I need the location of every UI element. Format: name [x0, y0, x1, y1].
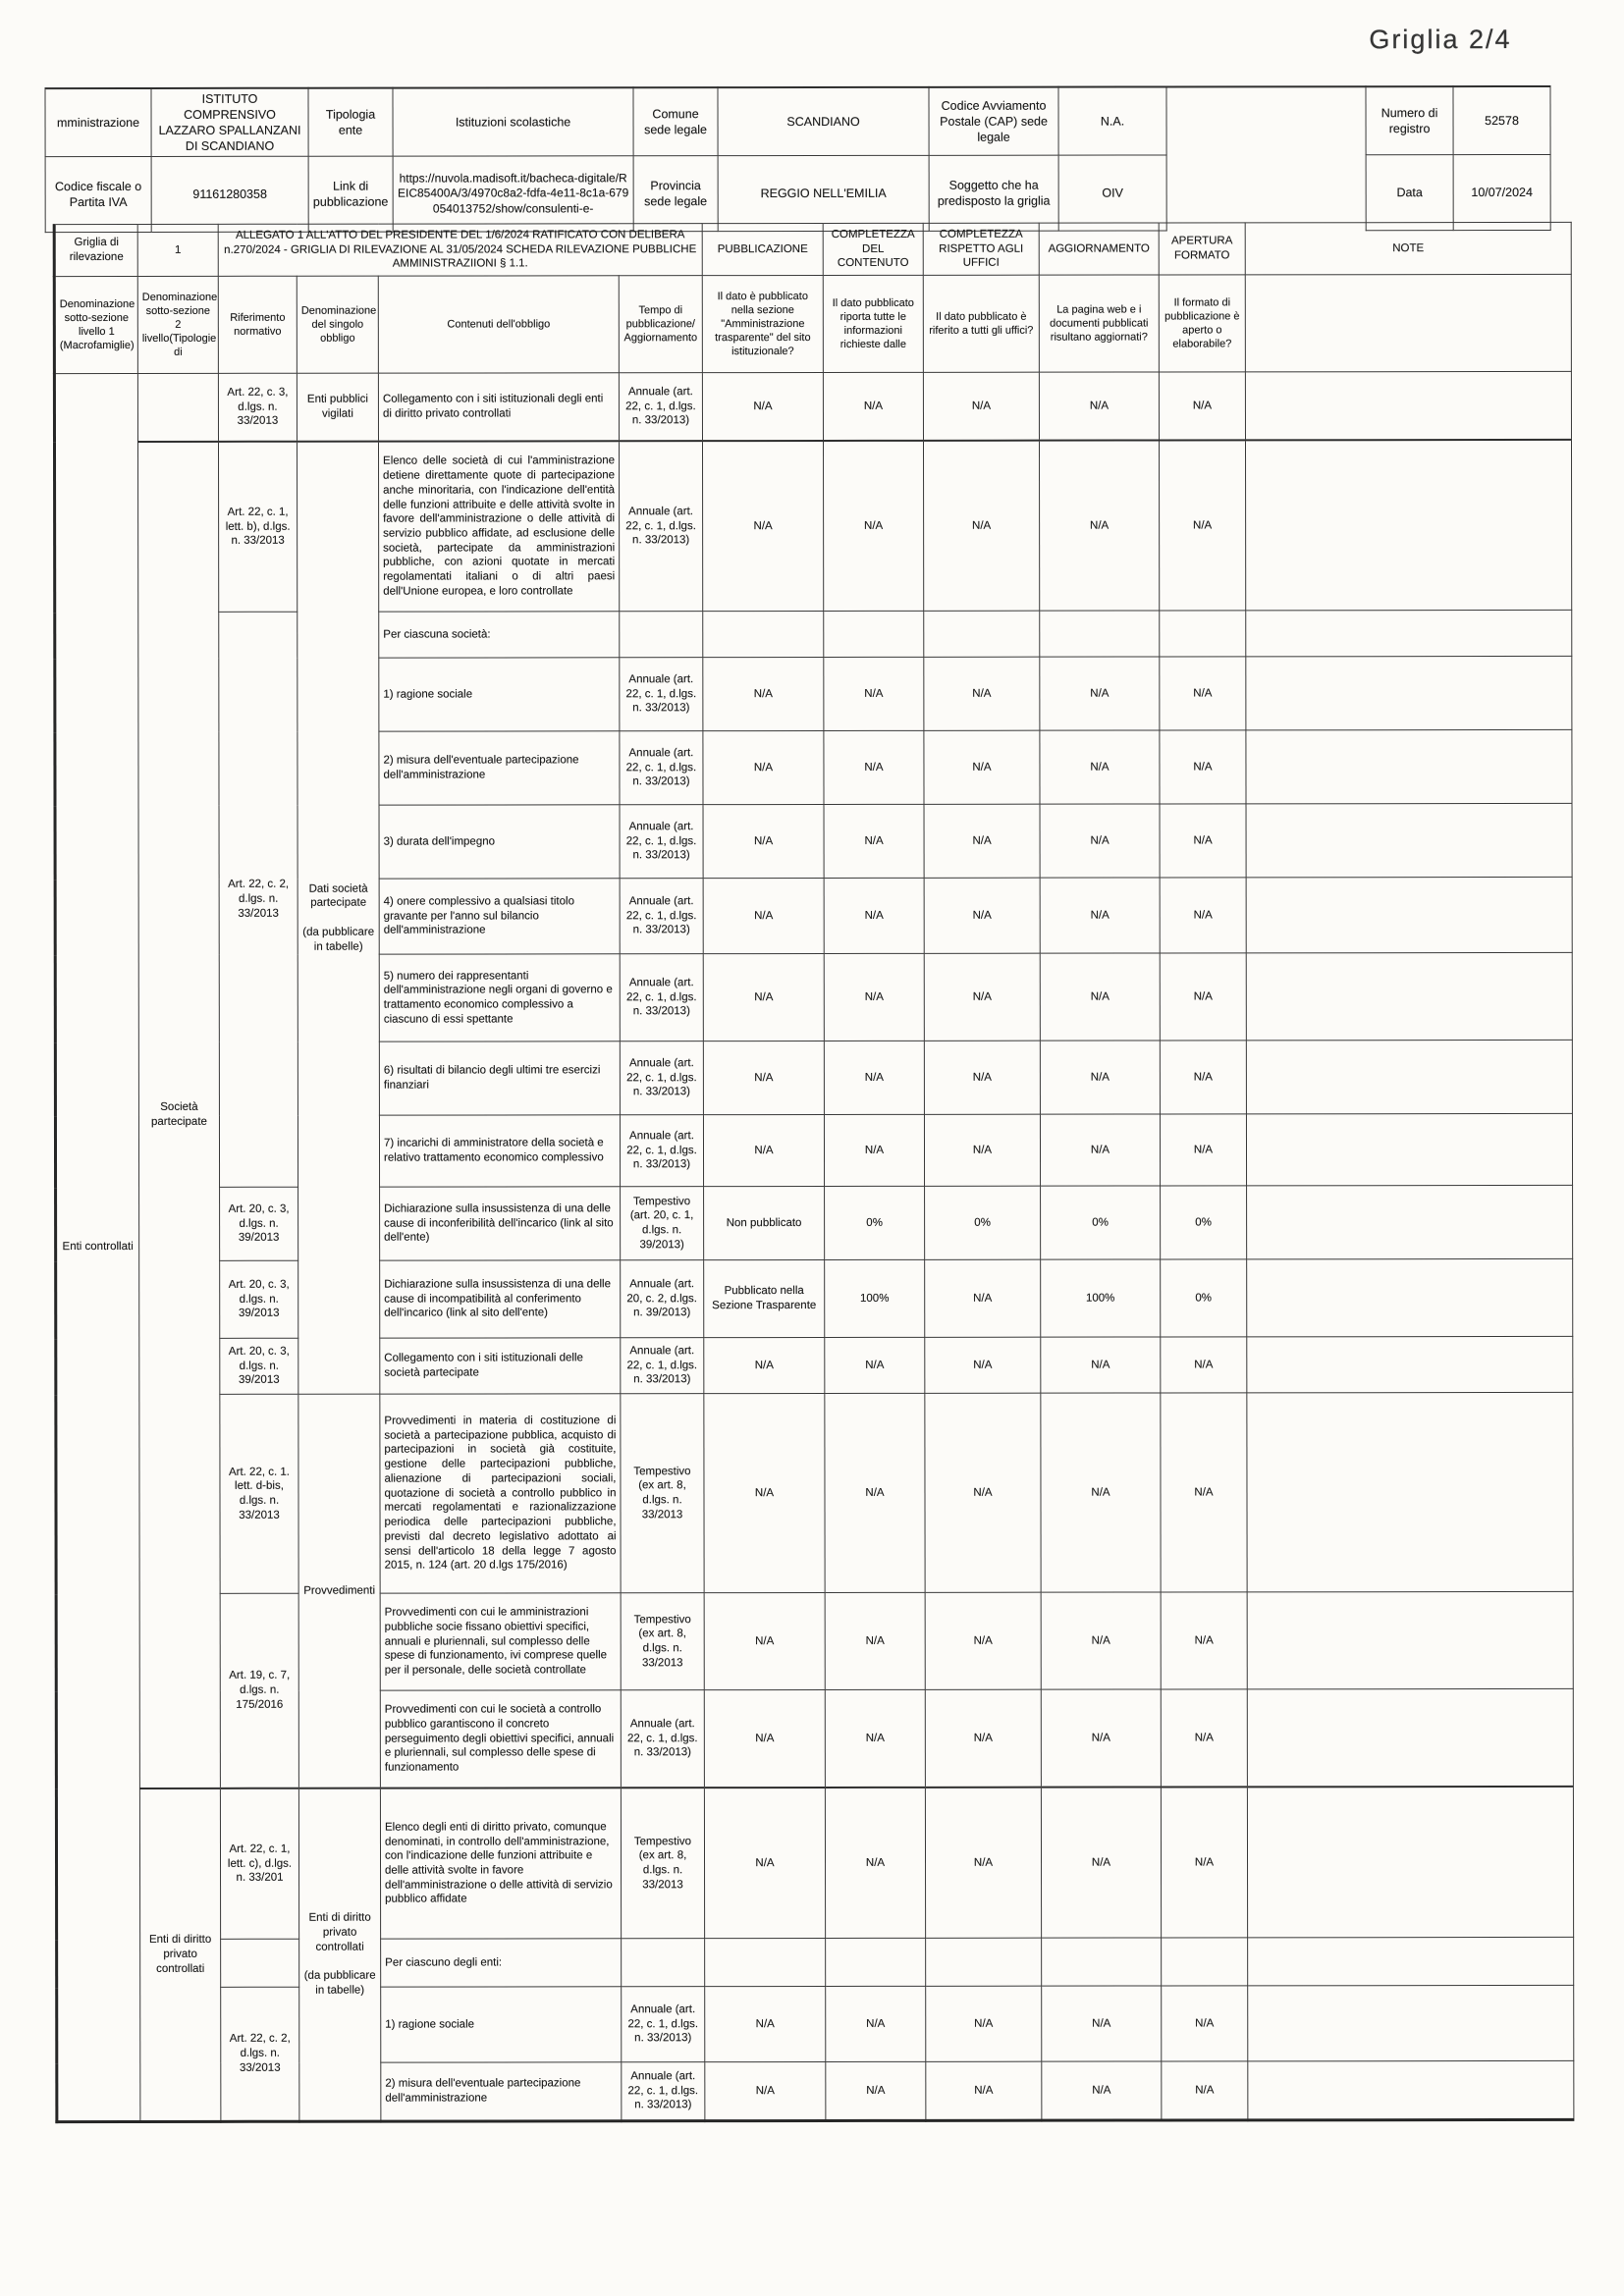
cell-riferimento: Art. 20, c. 3, d.lgs. n. 39/2013: [220, 1187, 298, 1260]
cell-apertura-formato: [1160, 611, 1246, 657]
cell-note: [1247, 1392, 1573, 1591]
spacer: [1166, 86, 1366, 155]
cell-riferimento: Art. 20, c. 3, d.lgs. n. 39/2013: [220, 1260, 298, 1338]
cell-tempo: Annuale (art. 22, c. 1, d.lgs. n. 33/2013): [622, 2062, 705, 2121]
cell-contenuto: Per ciascuna società:: [379, 612, 620, 658]
cell-apertura-formato: 0%: [1161, 1259, 1247, 1337]
allegato-header: ALLEGATO 1 ALL'ATTO DEL PRESIDENTE DEL 1/6/2024 RATIFICATO CON DELIBERA n.270/2024 - GRIGLIA DI RILEVAZIONE AL 31/05/2024 SCHEDA RILEVAZIONE PUBBLICHE AMMINISTRAZIIONI § 1.1.: [218, 224, 702, 277]
cell-tempo: Tempestivo (art. 20, c. 1, d.lgs. n. 39/2013): [621, 1187, 704, 1260]
table-row: [56, 1787, 1573, 1940]
cell-pubblicazione: Non pubblicato: [704, 1186, 825, 1259]
numero-registro-label: Numero di registro: [1366, 86, 1453, 155]
cell-aggiornamento: N/A: [1039, 372, 1159, 441]
table-row: [56, 1336, 1573, 1394]
completezza-uffici-header: COMPLETEZZA RISPETTO AGLI UFFICI: [923, 223, 1039, 275]
cell-pubblicazione: N/A: [703, 804, 824, 878]
cell-note: [1245, 371, 1571, 440]
cell-note: [1248, 1937, 1574, 1985]
page-title: Griglia 2/4: [1369, 25, 1512, 55]
cell-apertura-formato: N/A: [1161, 1689, 1247, 1788]
cell-aggiornamento: N/A: [1042, 1986, 1162, 2061]
cell-pubblicazione: N/A: [702, 441, 823, 612]
cell-riferimento: [221, 1939, 299, 1987]
cell-tempo: Annuale (art. 22, c. 1, d.lgs. n. 33/2013): [620, 1041, 703, 1115]
cell-apertura-formato: N/A: [1160, 953, 1246, 1041]
col-contenuti-header: Contenuti dell'obbligo: [378, 276, 619, 373]
table-row: [56, 1392, 1573, 1593]
cell-apertura-formato: N/A: [1160, 878, 1246, 953]
cell-note: [1248, 2060, 1574, 2119]
cell-completezza-contenuto: N/A: [825, 1337, 925, 1393]
cell-contenuto: Provvedimenti in materia di costituzione di società a partecipazione pubblica, acquisto di partecipazioni in società già costituite, gestione delle partecipazioni pubbliche, alienazione di partecipazioni sociali, quotazione di società a controllo pubblico in mercati regolamentati e razionalizzazione periodica delle partecipazioni pubbliche, previsti dal decreto legislativo adottato ai sensi dell'articolo 18 della legge 7 agosto 2015, n. 124 (art. 20 d.lgs 175/2016): [380, 1394, 621, 1593]
comune-sede-value: SCANDIANO: [718, 87, 929, 156]
cell-note: [1247, 1185, 1573, 1258]
table-row: [56, 1185, 1573, 1260]
cell-completezza-contenuto: [824, 611, 924, 657]
col-riferimento-header: Riferimento normativo: [218, 276, 297, 373]
institution-name: ISTITUTO COMPRENSIVO LAZZARO SPALLANZANI DI SCANDIANO: [151, 88, 308, 157]
col-info-richieste-header: Il dato pubblicato riporta tutte le informazioni richieste dalle: [823, 275, 923, 372]
cell-contenuto: Collegamento con i siti istituzionali degli enti di diritto privato controllati: [378, 373, 619, 442]
info-row-1: [45, 86, 1550, 157]
data-label: Data: [1366, 155, 1453, 231]
cell-completezza-uffici: N/A: [924, 730, 1040, 804]
cell-contenuto: 5) numero dei rappresentanti dell'amministrazione negli organi di governo e trattamento economico complessivo a ciascuno di essi spettante: [379, 954, 620, 1041]
cell-tempo: Annuale (art. 22, c. 1, d.lgs. n. 33/2013): [620, 1115, 703, 1187]
cell-aggiornamento: [1040, 611, 1160, 657]
cell-riferimento: Art. 20, c. 3, d.lgs. n. 39/2013: [220, 1338, 298, 1394]
cell-note: [1247, 1336, 1573, 1392]
provincia-label: Provincia sede legale: [633, 156, 718, 232]
pubblicazione-header: PUBBLICAZIONE: [702, 223, 823, 275]
cell-apertura-formato: N/A: [1160, 804, 1246, 878]
codice-fiscale-value: 91161280358: [151, 156, 308, 232]
provincia-value: REGGIO NELL'EMILIA: [718, 155, 929, 231]
cell-riferimento: Art. 19, c. 7, d.lgs. n. 175/2016: [220, 1593, 298, 1789]
grid-header-row-2: [54, 274, 1571, 373]
cell-completezza-uffici: N/A: [926, 2061, 1042, 2120]
cell-aggiornamento: N/A: [1042, 2061, 1162, 2120]
cell-completezza-contenuto: N/A: [824, 953, 924, 1041]
cell-riferimento: Art. 22, c. 1. lett. d-bis, d.lgs. n. 33/2013: [220, 1394, 298, 1593]
table-row: [57, 1985, 1574, 2062]
cell-completezza-uffici: N/A: [924, 657, 1040, 730]
cell-note: [1246, 656, 1572, 729]
cell-note: [1248, 1985, 1574, 2060]
obbligo-enti-diritto-privato: Enti di diritto privato controllati (da pubblicare in tabelle): [298, 1789, 380, 2122]
cell-completezza-uffici: [926, 1938, 1042, 1986]
cell-apertura-formato: N/A: [1160, 1041, 1246, 1114]
col-tipologie-header: Denominazione sotto-sezione 2 livello(Tipologie di: [137, 276, 218, 373]
cell-contenuto: 7) incarichi di amministratore della società e relativo trattamento economico complessivo: [379, 1115, 620, 1187]
tipologia-ente-value: Istituzioni scolastiche: [393, 87, 633, 156]
cell-obbligo: Enti pubblici vigilati: [297, 373, 378, 442]
cell-completezza-contenuto: N/A: [824, 804, 924, 878]
cell-pubblicazione: [705, 1938, 826, 1986]
col-dato-pubblicato-header: Il dato è pubblicato nella sezione "Amministrazione trasparente" del sito istituzionale?: [702, 275, 823, 372]
table-row: [54, 440, 1571, 613]
cell-completezza-uffici: N/A: [924, 953, 1040, 1041]
obbligo-dati-societa-partecipate: Dati società partecipate (da pubblicare in tabelle): [297, 442, 379, 1395]
cell-tempo: Annuale (art. 22, c. 1, d.lgs. n. 33/2013): [622, 1987, 705, 2062]
cell-tempo: Annuale (art. 22, c. 1, d.lgs. n. 33/2013): [620, 658, 703, 731]
cell-completezza-contenuto: 0%: [825, 1186, 925, 1259]
cell-pubblicazione: N/A: [705, 2061, 826, 2120]
cell-riferimento: Art. 22, c. 2, d.lgs. n. 33/2013: [221, 1987, 299, 2121]
cell-apertura-formato: N/A: [1161, 1592, 1247, 1689]
apertura-formato-header: APERTURA FORMATO: [1159, 223, 1245, 275]
obbligo-provvedimenti: Provvedimenti: [298, 1394, 381, 1789]
cell-note: [1246, 610, 1572, 656]
cell-tempo: Annuale (art. 22, c. 1, d.lgs. n. 33/2013): [620, 954, 703, 1041]
cell-tempo: Tempestivo (ex art. 8, d.lgs. n. 33/2013: [621, 1394, 704, 1593]
numero-registro-value: 52578: [1453, 86, 1550, 155]
cell-completezza-uffici: N/A: [923, 372, 1039, 441]
table-row: [54, 371, 1571, 442]
cell-tempo: Annuale (art. 20, c. 2, d.lgs. n. 39/2013): [621, 1260, 704, 1338]
cell-tempo: Annuale (art. 22, c. 1, d.lgs. n. 33/2013): [619, 373, 702, 442]
cell-pubblicazione: N/A: [703, 657, 824, 730]
cell-completezza-contenuto: N/A: [826, 1986, 926, 2061]
cell-completezza-contenuto: N/A: [824, 878, 924, 953]
cell-completezza-contenuto: N/A: [825, 1689, 925, 1788]
col-tempo-header: Tempo di pubblicazione/ Aggiornamento: [619, 276, 702, 373]
info-row-2: [45, 154, 1550, 232]
cell-completezza-uffici: N/A: [925, 1337, 1041, 1393]
cell-aggiornamento: N/A: [1039, 441, 1159, 612]
cell-note: [1247, 1688, 1573, 1787]
cell-apertura-formato: N/A: [1161, 1393, 1247, 1592]
cell-aggiornamento: N/A: [1041, 1337, 1161, 1393]
cell-completezza-uffici: N/A: [925, 1689, 1041, 1788]
cell-tempo: Tempestivo (ex art. 8, d.lgs. n. 33/2013: [621, 1788, 704, 1939]
cell-pubblicazione: N/A: [703, 1114, 824, 1186]
col-note-header-empty: [1245, 274, 1571, 371]
cell-tempo: Tempestivo (ex art. 8, d.lgs. n. 33/2013: [621, 1593, 704, 1690]
comune-sede-label: Comune sede legale: [633, 87, 718, 156]
cell-completezza-contenuto: N/A: [826, 2061, 926, 2120]
cell-completezza-uffici: 0%: [925, 1186, 1041, 1259]
grid-header-row-1: [54, 222, 1571, 276]
cell-note: [1247, 1591, 1573, 1688]
col-riferito-uffici-header: Il dato pubblicato è riferito a tutti gli uffici?: [923, 275, 1039, 372]
table-row: [56, 1258, 1573, 1338]
cell-apertura-formato: N/A: [1161, 1787, 1247, 1938]
cell-aggiornamento: N/A: [1041, 1689, 1161, 1788]
cell-aggiornamento: 100%: [1041, 1259, 1161, 1337]
cap-label: Codice Avviamento Postale (CAP) sede legale: [929, 87, 1058, 156]
data-value: 10/07/2024: [1453, 154, 1550, 230]
cell-completezza-uffici: N/A: [924, 1041, 1040, 1114]
cell-pubblicazione: N/A: [703, 953, 824, 1041]
cell-aggiornamento: 0%: [1041, 1186, 1161, 1259]
cell-completezza-uffici: N/A: [924, 878, 1040, 953]
cell-contenuto: 1) ragione sociale: [379, 658, 620, 731]
cell-contenuto: Dichiarazione sulla insussistenza di una delle cause di inconferibilità dell'incarico (link al sito dell'ente): [380, 1187, 621, 1260]
cell-note: [1246, 1113, 1572, 1185]
cell-pubblicazione: N/A: [703, 878, 824, 953]
tipologia-ente-label: Tipologia ente: [308, 88, 393, 157]
cell-note: [1245, 440, 1571, 611]
cell-riferimento: Art. 22, c. 2, d.lgs. n. 33/2013: [219, 612, 298, 1187]
cell-completezza-contenuto: [826, 1938, 926, 1986]
cell-pubblicazione: N/A: [703, 1041, 824, 1114]
cell-contenuto: Provvedimenti con cui le società a controllo pubblico garantiscono il concreto perseguimento degli obiettivi specifici, annuali e pluriennali, sul complesso delle spese di funzionamento: [380, 1690, 621, 1789]
table-row: [56, 1591, 1573, 1690]
cell-note: [1246, 952, 1572, 1040]
cell-riferimento: Art. 22, c. 1, lett. c), d.lgs. n. 33/201: [220, 1789, 298, 1940]
cell-pubblicazione: Pubblicato nella Sezione Trasparente: [704, 1259, 825, 1337]
cell-aggiornamento: N/A: [1040, 1041, 1160, 1114]
cell-tempo: [620, 612, 703, 658]
cell-contenuto: 3) durata dell'impegno: [379, 805, 620, 879]
cap-value: N.A.: [1058, 86, 1166, 155]
completezza-contenuto-header: COMPLETEZZA DEL CONTENUTO: [823, 223, 923, 275]
cell-apertura-formato: N/A: [1162, 1986, 1248, 2061]
cell-pubblicazione: N/A: [703, 730, 824, 804]
cell-tempo: Annuale (art. 22, c. 1, d.lgs. n. 33/2013): [620, 731, 703, 805]
cell-contenuto: Elenco degli enti di diritto privato, comunque denominati, in controllo dell'amministrazione, con l'indicazione delle funzioni attribuite e delle attività svolte in favore dell'amministrazione o delle attività di servizio pubblico affidate: [380, 1788, 621, 1939]
cell-aggiornamento: N/A: [1041, 1788, 1161, 1939]
cell-apertura-formato: N/A: [1160, 1114, 1246, 1186]
cell-completezza-contenuto: N/A: [825, 1393, 925, 1592]
sezione-enti-diritto-privato: Enti di diritto privato controllati: [139, 1789, 220, 2122]
cell-pubblicazione: N/A: [705, 1986, 826, 2061]
cell-contenuto: 2) misura dell'eventuale partecipazione dell'amministrazione: [379, 731, 620, 805]
cell-pubblicazione: N/A: [702, 372, 823, 441]
cell-apertura-formato: N/A: [1159, 372, 1245, 441]
soggetto-griglia-value: OIV: [1058, 155, 1166, 231]
cell-aggiornamento: N/A: [1040, 804, 1160, 878]
cell-completezza-contenuto: 100%: [825, 1259, 925, 1337]
cell-contenuto: 6) risultati di bilancio degli ultimi tre esercizi finanziari: [379, 1041, 620, 1115]
cell-completezza-uffici: N/A: [924, 804, 1040, 878]
cell-completezza-contenuto: N/A: [825, 1592, 925, 1689]
cell-contenuto: Collegamento con i siti istituzionali delle società partecipate: [380, 1338, 621, 1394]
aggiornamento-header: AGGIORNAMENTO: [1039, 223, 1159, 275]
amministrazione-label: mministrazione: [45, 88, 151, 157]
cell-completezza-contenuto: N/A: [824, 1041, 924, 1114]
cell-completezza-uffici: [924, 611, 1040, 657]
cell-apertura-formato: N/A: [1161, 1337, 1247, 1393]
administration-info-table: [44, 85, 1550, 233]
cell-completezza-uffici: N/A: [925, 1393, 1041, 1592]
cell-completezza-contenuto: N/A: [825, 1788, 925, 1939]
link-pubblicazione-url: https://nuvola.madisoft.it/bacheca-digitale/REIC85400A/3/4970c8a2-fdfa-4e11-8c1a-679054013752/show/consulenti-e-: [393, 156, 633, 232]
cell-completezza-uffici: N/A: [925, 1592, 1041, 1689]
cell-completezza-contenuto: N/A: [824, 730, 924, 804]
cell-aggiornamento: [1042, 1938, 1162, 1986]
cell-note: [1247, 1258, 1573, 1336]
col-obbligo-header: Denominazione del singolo obbligo: [297, 276, 378, 373]
cell-apertura-formato: N/A: [1160, 657, 1246, 730]
cell-note: [1246, 803, 1572, 877]
cell-completezza-uffici: N/A: [926, 1986, 1042, 2061]
cell-contenuto: 4) onere complessivo a qualsiasi titolo gravante per l'anno sul bilancio dell'amministrazione: [379, 879, 620, 954]
col-macrofamiglie-header: Denominazione sotto-sezione livello 1 (Macrofamiglie): [54, 276, 137, 373]
cell-completezza-uffici: N/A: [925, 1259, 1041, 1337]
table-row: [55, 610, 1572, 658]
cell-completezza-contenuto: N/A: [823, 441, 923, 612]
cell-tipologia-empty: [137, 373, 218, 442]
cell-apertura-formato: [1162, 1938, 1248, 1986]
cell-pubblicazione: N/A: [704, 1592, 825, 1689]
col-formato-aperto-header: Il formato di pubblicazione è aperto o elaborabile?: [1159, 275, 1245, 372]
spacer: [1166, 155, 1366, 231]
codice-fiscale-label: Codice fiscale o Partita IVA: [45, 156, 151, 232]
cell-apertura-formato: N/A: [1159, 440, 1245, 611]
cell-pubblicazione: N/A: [704, 1393, 825, 1592]
cell-completezza-uffici: N/A: [924, 1114, 1040, 1186]
cell-aggiornamento: N/A: [1040, 878, 1160, 953]
cell-tempo: Annuale (art. 22, c. 1, d.lgs. n. 33/2013): [621, 1690, 704, 1789]
cell-riferimento: Art. 22, c. 3, d.lgs. n. 33/2013: [218, 373, 297, 442]
cell-tempo: [622, 1939, 705, 1987]
cell-completezza-contenuto: N/A: [824, 657, 924, 730]
cell-completezza-uffici: N/A: [925, 1788, 1041, 1939]
cell-completezza-contenuto: N/A: [824, 1114, 924, 1186]
cell-note: [1246, 1040, 1572, 1113]
cell-tempo: Annuale (art. 22, c. 1, d.lgs. n. 33/2013): [620, 805, 703, 879]
cell-pubblicazione: N/A: [704, 1788, 825, 1939]
cell-tempo: Annuale (art. 22, c. 1, d.lgs. n. 33/2013): [619, 441, 702, 612]
cell-apertura-formato: N/A: [1162, 2061, 1248, 2120]
link-pubblicazione-label: Link di pubblicazione: [308, 156, 393, 232]
cell-note: [1247, 1787, 1573, 1938]
col-pagina-aggiornata-header: La pagina web e i documenti pubblicati risultano aggiornati?: [1039, 275, 1159, 372]
griglia-rilevazione-label: Griglia di rilevazione: [54, 224, 137, 276]
cell-contenuto: 2) misura dell'eventuale partecipazione dell'amministrazione: [381, 2062, 622, 2121]
cell-aggiornamento: N/A: [1040, 657, 1160, 730]
cell-note: [1246, 877, 1572, 952]
cell-riferimento: Art. 22, c. 1, lett. b), d.lgs. n. 33/2013: [218, 442, 297, 613]
table-row: [57, 1937, 1574, 1987]
cell-aggiornamento: N/A: [1040, 730, 1160, 804]
rilevazione-grid-table: [53, 222, 1575, 2123]
cell-contenuto: Dichiarazione sulla insussistenza di una delle cause di incompatibilità al conferimento dell'incarico (link al sito dell'ente): [380, 1260, 621, 1338]
cell-pubblicazione: N/A: [704, 1689, 825, 1788]
cell-note: [1246, 729, 1572, 803]
cell-contenuto: Elenco delle società di cui l'amministrazione detiene direttamente quote di partecipazione anche minoritaria, con l'indicazione dell'entità delle funzioni attribuite e delle attività svolte in favore dell'amministrazione o delle attività di servizio pubblico affidate, ad esclusione delle società, partecipate da amministrazioni pubbliche, con azioni quotate in mercati regolamentati italiani o di altri paesi dell'Unione europea, e loro controllate: [378, 441, 619, 612]
note-header: NOTE: [1245, 222, 1571, 274]
cell-completezza-uffici: N/A: [923, 441, 1039, 612]
cell-aggiornamento: N/A: [1041, 1393, 1161, 1592]
cell-aggiornamento: N/A: [1041, 1592, 1161, 1689]
cell-contenuto: Per ciascuno degli enti:: [381, 1939, 622, 1987]
cell-contenuto: 1) ragione sociale: [381, 1987, 622, 2062]
cell-apertura-formato: N/A: [1160, 730, 1246, 804]
macrofamiglia-enti-controllati: Enti controllati: [54, 373, 139, 2121]
sezione-societa-partecipate: Società partecipate: [137, 442, 220, 1789]
cell-pubblicazione: [703, 611, 824, 657]
cell-tempo: Annuale (art. 22, c. 1, d.lgs. n. 33/2013): [620, 879, 703, 954]
cell-pubblicazione: N/A: [704, 1337, 825, 1393]
soggetto-griglia-label: Soggetto che ha predisposto la griglia: [929, 155, 1058, 231]
cell-aggiornamento: N/A: [1040, 953, 1160, 1041]
cell-contenuto: Provvedimenti con cui le amministrazioni pubbliche socie fissano obiettivi specifici, annuali e pluriennali, sul complesso delle spese di funzionamento, ivi comprese quelle per il personale, delle società controllate: [380, 1593, 621, 1690]
cell-apertura-formato: 0%: [1161, 1186, 1247, 1259]
griglia-rilevazione-value: 1: [137, 224, 218, 276]
cell-aggiornamento: N/A: [1040, 1114, 1160, 1186]
cell-completezza-contenuto: N/A: [823, 372, 923, 441]
cell-tempo: Annuale (art. 22, c. 1, d.lgs. n. 33/2013): [621, 1338, 704, 1394]
